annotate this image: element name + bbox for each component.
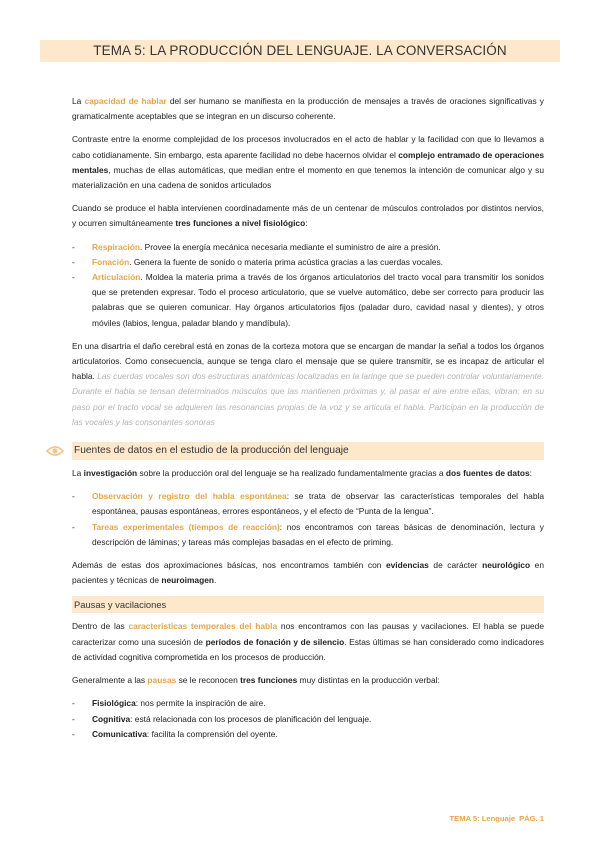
list-item: - Comunicativa: facilita la comprensión del oyente. xyxy=(72,728,278,739)
paragraph-complexity: Contraste entre la enorme complejidad de los procesos involucrados en el acto de hablar y la facilidad con que lo llevamos a cabo cotidianamente. Sin embargo, esta aparente facilidad no debe hacernos olvidar el complejo entramado de operaciones mentales, muchas de ellas automáticas, que median entre el momento en que tenemos la intención de comunicar algo y su materialización en una cadena de sonidos articulados xyxy=(72,134,545,191)
list-item: - Respiración. Provee la energía mecánica necesaria mediante el suministro de aire a presión. xyxy=(72,241,441,252)
list-item: - Observación y registro del habla espontánea: se trata de observar las características temporales del habla espontánea, pausas espontáneas, errores espontáneos, y el efecto de “Punta de la lengua”. xyxy=(72,491,545,517)
list-item: - Articulación. Moldea la materia prima a través de los órganos articulatorios del tracto vocal para transmitir los sonidos que se pretenden expresar. Todo el proceso articulatorio, que se vuelve automático, debe ser correcto para producir las palabras que se quieren comunicar. Hay órganos articulatorios fijos (paladar duro, cavidad nasal y dientes), y otros móviles (labios, lengua, paladar blando y mandíbula). xyxy=(72,272,544,328)
bold-term: complejo entramado de operaciones mentales xyxy=(72,149,545,175)
list-item: - Cognitiva: está relacionada con los procesos de planificación del lenguaje. xyxy=(72,713,372,724)
subsection-heading: Pausas y vacilaciones xyxy=(72,596,544,613)
paragraph-pause-functions: Generalmente a las pausas se le reconocen tres funciones muy distintas en la producción verbal: xyxy=(72,675,440,686)
highlight-term: capacidad de hablar xyxy=(84,96,167,106)
pause-functions-list xyxy=(72,696,544,742)
page-footer xyxy=(450,814,544,823)
paragraph-intro: La capacidad de hablar del ser humano se manifiesta en la producción de mensajes a través de oraciones significativas y gramaticalmente aceptables que se integran en un discurso coherente. xyxy=(72,96,544,122)
paragraph-research: La investigación sobre la producción oral del lenguaje se ha realizado fundamentalmente gracias a dos fuentes de datos: xyxy=(72,468,532,479)
list-item: - Tareas experimentales (tiempos de reacción): nos encontramos con tareas básicas de denominación, lectura y descripción de láminas; y tareas más complejas basadas en el efecto de priming. xyxy=(72,521,544,547)
physiological-functions-list xyxy=(72,240,544,331)
document-body xyxy=(72,94,544,750)
paragraph-evidence: Además de estas dos aproximaciones básicas, nos encontramos también con evidencias de carácter neurológico en pacientes y técnicas de neuroimagen. xyxy=(72,560,544,586)
bold-term: tres funciones a nivel fisiológico xyxy=(175,218,306,229)
page-number: PÁG. 1 xyxy=(519,814,544,823)
footer-label: TEMA 5: Lenguaje xyxy=(449,814,516,823)
data-sources-list xyxy=(72,489,544,550)
paragraph-dysarthria: En una disartria el daño cerebral está en zonas de la corteza motora que se encargan de mandar la señal a todos los órganos articulatorios. Como consecuencia, aunque se tenga claro el mensaje que se quiere transmitir, se es incapaz de articular el habla. Las cuerdas vocales son dos estructuras anatómicas localizadas en la laringe que se pueden controlar voluntariamente. Durante el habla se tensan determinados músculos que las mantienen próximas y, al pasar el aire entre ellas, vibran; en su paso por el tracto vocal se adquieren las resonancias propias de la voz y se articula el habla. Participan en la producción de las vocales y las consonantes sonoras xyxy=(72,340,544,427)
faint-note: Las cuerdas vocales son dos estructuras anatómicas localizadas en la laringe que se pueden controlar voluntariamente. Durante el habla se tensan determinados músculos que las mantienen próximas y, al pasar el aire entre ellas, vibran; en su paso por el tracto vocal se adquieren las resonancias propias de la voz y se articula el habla. Participan en la producción de las vocales y las consonantes sonoras xyxy=(72,371,544,427)
page-title: TEMA 5: LA PRODUCCIÓN DEL LENGUAJE. LA CONVERSACIÓN xyxy=(40,40,560,62)
list-item: - Fisiológica: nos permite la inspiración de aire. xyxy=(72,698,266,709)
paragraph-physiology: Cuando se produce el habla intervienen coordinadamente más de un centenar de músculos controlados por distintos nervios, y ocurren simultáneamente tres funciones a nivel fisiológico: xyxy=(72,203,544,229)
section-heading: Fuentes de datos en el estudio de la producción del lenguaje xyxy=(72,442,544,460)
list-item: - Fonación. Genera la fuente de sonido o materia prima acústica gracias a las cuerdas vocales. xyxy=(72,256,443,267)
paragraph-pauses: Dentro de las características temporales del habla nos encontramos con las pausas y vacilaciones. El habla se puede caracterizar como una sucesión de períodos de fonación y de silencio. Estas últimas se han considerado como indicadores de actividad cognitiva comprometida en los procesos de producción. xyxy=(72,621,544,662)
eye-icon xyxy=(46,444,64,458)
